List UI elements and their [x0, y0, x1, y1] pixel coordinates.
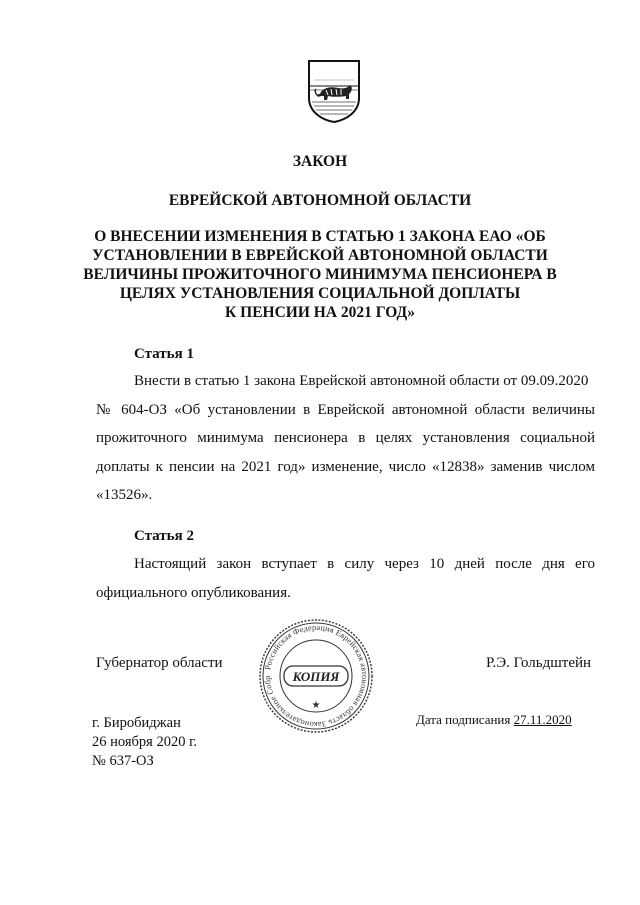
subject-line: ВЕЛИЧИНЫ ПРОЖИТОЧНОГО МИНИМУМА ПЕНСИОНЕРА В	[83, 266, 557, 283]
region-title: ЕВРЕЙСКОЙ АВТОНОМНОЙ ОБЛАСТИ	[168, 192, 472, 209]
subject-line: О ВНЕСЕНИИ ИЗМЕНЕНИЯ В СТАТЬЮ 1 ЗАКОНА ЕАО «ОБ	[94, 228, 546, 245]
signing-date-value: 27.11.2020	[513, 712, 572, 727]
seal-ring-text: Российская Федерация Еврейская автономная область Законодательное Собр	[262, 622, 370, 730]
text-line: № 604-ОЗ «Об установлении в Еврейской автономной области величины	[96, 401, 595, 418]
article-1-text	[96, 367, 595, 510]
place-line: г. Биробиджан	[92, 715, 181, 731]
text-line: «13526».	[96, 487, 153, 503]
signatory-position: Губернатор области	[96, 655, 223, 671]
law-subject-title	[0, 227, 640, 322]
place-line: 26 ноября 2020 г.	[92, 734, 198, 750]
law-title: ЗАКОН	[292, 153, 348, 170]
official-seal-stamp	[256, 616, 376, 736]
coat-of-arms-emblem	[306, 58, 362, 124]
subject-line: ЦЕЛЯХ УСТАНОВЛЕНИЯ СОЦИАЛЬНОЙ ДОПЛАТЫ	[119, 285, 521, 302]
signing-date	[416, 712, 572, 728]
article-2-text	[96, 550, 595, 607]
article-2-heading: Статья 2	[134, 528, 194, 544]
text-line: Настоящий закон вступает в силу через 10 дней после дня его	[134, 556, 595, 572]
text-line: доплаты к пенсии на 2021 год» изменение, число «12838» заменив числом	[96, 458, 595, 475]
subject-line: УСТАНОВЛЕНИИ В ЕВРЕЙСКОЙ АВТОНОМНОЙ ОБЛАСТИ	[92, 247, 548, 264]
signing-date-label: Дата подписания	[416, 712, 511, 727]
seal-center-text: КОПИЯ	[292, 669, 340, 684]
subject-line: К ПЕНСИИ НА 2021 ГОД»	[225, 304, 415, 321]
seal-star-icon: ★	[311, 700, 321, 711]
text-line: официального опубликования.	[96, 584, 291, 601]
place-line: № 637-ОЗ	[92, 753, 154, 769]
place-date-number	[92, 714, 197, 771]
article-1-heading: Статья 1	[134, 346, 194, 362]
text-line: прожиточного минимума пенсионера в целях установления социальной	[96, 430, 595, 446]
signatory-name: Р.Э. Гольдштейн	[486, 655, 592, 671]
text-line: Внести в статью 1 закона Еврейской автономной области от 09.09.2020	[134, 373, 589, 389]
